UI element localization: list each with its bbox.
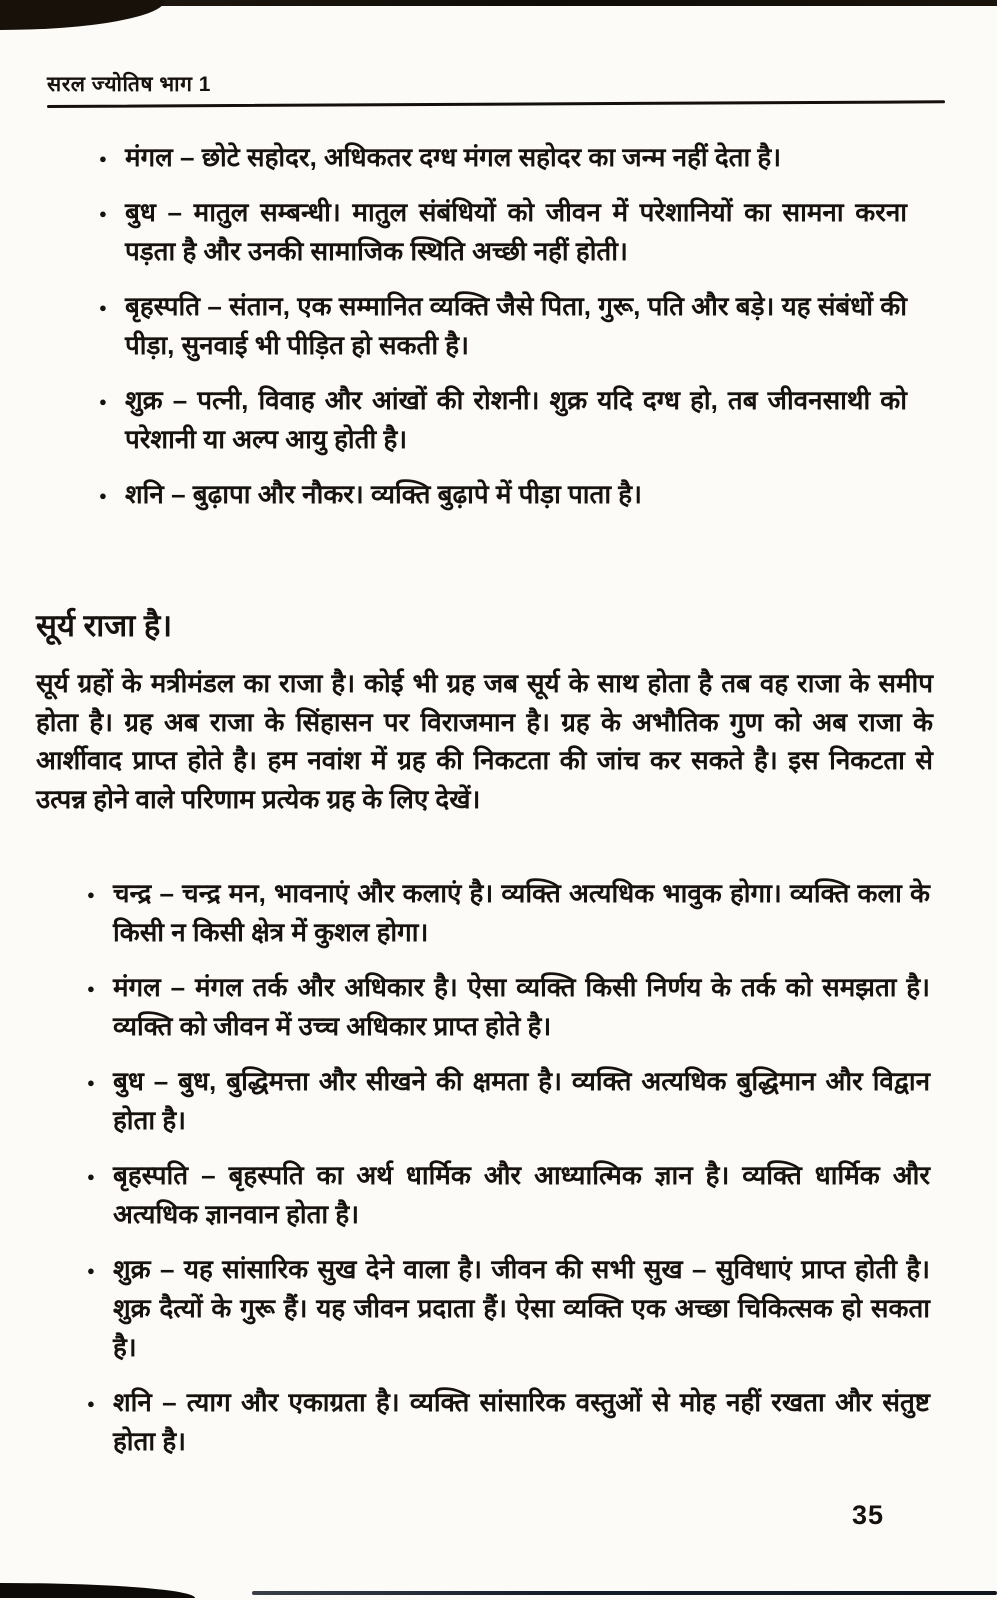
running-header-title: सरल ज्योतिष भाग 1 xyxy=(47,73,211,96)
list-item-saturn: ● शनि – त्याग और एकाग्रता है। व्यक्ति सांसारिक वस्तुओं से मोह नहीं रखता और संतुष्ट होता है। xyxy=(85,1383,930,1461)
list-item-venus: ● शुक्र – यह सांसारिक सुख देने वाला है। जीवन की सभी सुख – सुविधाएं प्राप्त होती है। शुक्र दैत्यों के गुरू हैं। यह जीवन प्रदाता हैं। ऐसा व्यक्ति एक अच्छा चिकित्सक हो सकता है। xyxy=(85,1250,930,1367)
list-item-mars: ● मंगल – छोटे सहोदर, अधिकतर दग्ध मंगल सहोदर का जन्म नहीं देता है। xyxy=(97,138,907,177)
sun-section-paragraph: सूर्य ग्रहों के मत्रीमंडल का राजा है। कोई भी ग्रह जब सूर्य के साथ होता है तब वह राजा के समीप होता है। ग्रह अब राजा के सिंहासन पर विराजमान है। ग्रह के अभौतिक गुण को अब राजा के आर्शीवाद प्राप्त होते है। हम नवांश में ग्रह की निकटता की जांच कर सकते है। इस निकटता से उत्पन्न होने वाले परिणाम प्रत्येक ग्रह के लिए देखें। xyxy=(36,668,933,814)
list-item-venus: ● शुक्र – पत्नी, विवाह और आंखों की रोशनी। शुक्र यदि दग्ध हो, तब जीवनसाथी को परेशानी या अल्प आयु होती है। xyxy=(97,381,907,459)
list-item-saturn: ● शनि – बुढ़ापा और नौकर। व्यक्ति बुढ़ापे में पीड़ा पाता है। xyxy=(97,475,907,514)
list-item-jupiter: ● बृहस्पति – संतान, एक सम्मानित व्यक्ति जैसे पिता, गुरू, पति और बड़े। यह संबंधों की पीड़ा, सुनवाई भी पीड़ित हो सकती है। xyxy=(97,287,907,365)
sun-proximity-planet-list xyxy=(85,874,930,1477)
scan-artifact-bottom-left-shadow xyxy=(0,1583,195,1598)
list-item-moon: ● चन्द्र – चन्द्र मन, भावनाएं और कलाएं है। व्यक्ति अत्यधिक भावुक होगा। व्यक्ति कला के किसी न किसी क्षेत्र में कुशल होगा। xyxy=(85,874,930,952)
page-number: 35 xyxy=(852,1500,885,1530)
list-item-mercury: ● बुध – बुध, बुद्धिमत्ता और सीखने की क्षमता है। व्यक्ति अत्यधिक बुद्धिमान और विद्वान होता है। xyxy=(85,1062,930,1140)
header-rule xyxy=(47,100,945,108)
scan-artifact-bottom-edge-line xyxy=(252,1591,997,1595)
list-item-mercury: ● बुध – मातुल सम्बन्धी। मातुल संबंधियों को जीवन में परेशानियों का सामना करना पड़ता है और उनकी सामाजिक स्थिति अच्छी नहीं होती। xyxy=(97,193,907,271)
list-item-jupiter: ● बृहस्पति – बृहस्पति का अर्थ धार्मिक और आध्यात्मिक ज्ञान है। व्यक्ति धार्मिक और अत्यधिक ज्ञानवान होता है। xyxy=(85,1156,930,1234)
scan-artifact-top-left-corner xyxy=(0,0,165,30)
combust-planet-effects-list xyxy=(97,138,907,530)
page-header xyxy=(47,70,945,108)
section-heading-sun-is-king: सूर्य राजा है। xyxy=(36,608,173,643)
list-item-mars: ● मंगल – मंगल तर्क और अधिकार है। ऐसा व्यक्ति किसी निर्णय के तर्क को समझता है। व्यक्ति को जीवन में उच्च अधिकार प्राप्त होते है। xyxy=(85,968,930,1046)
